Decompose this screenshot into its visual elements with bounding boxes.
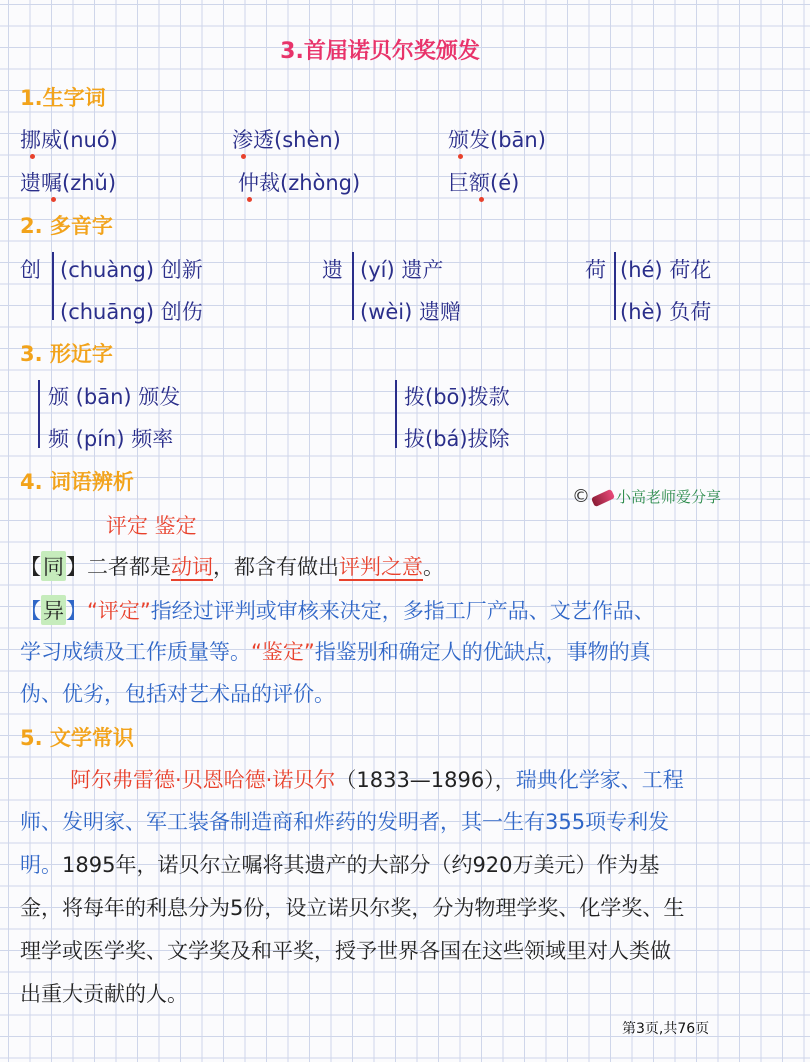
similar-char-row: 拨(bō)拨款 <box>404 385 510 409</box>
vocab-item: 仲裁(zhòng) <box>238 171 361 195</box>
highlight-term: “鉴定” <box>251 640 315 664</box>
emphasis-dot <box>241 154 246 159</box>
polyphonic-reading: (chuàng) 创新 <box>60 258 203 282</box>
polyphonic-char: 创 <box>20 258 41 282</box>
text-span: 二者都是 <box>87 555 171 579</box>
page-title: 3.首届诺贝尔奖颁发 <box>280 39 480 64</box>
polyphonic-reading: (wèi) 遗赠 <box>360 300 461 324</box>
vocab-item: 遗嘱(zhǔ) <box>20 171 117 195</box>
brace <box>38 380 40 448</box>
text-span: 瑞典化学家、工程 <box>515 768 684 792</box>
similar-char-row: 颁 (bān) 颁发 <box>48 385 181 409</box>
brace <box>352 252 354 320</box>
diff-line-2 <box>20 636 651 666</box>
diff-line-3: 伪、优劣，包括对艺术品的评价。 <box>20 682 335 706</box>
vocab-item: 渗透(shèn) <box>232 128 341 152</box>
lit-line-6: 出重大贡献的人。 <box>20 982 188 1006</box>
pen-icon <box>591 488 615 506</box>
word-pair: 评定 鉴定 <box>106 514 197 538</box>
polyphonic-reading: (hé) 荷花 <box>620 258 712 282</box>
lit-line-4: 金，将每年的利息分为5份，设立诺贝尔奖，分为物理学奖、化学奖、生 <box>20 896 685 920</box>
similar-char-row: 频 (pín) 频率 <box>48 427 174 451</box>
text-span: 学习成绩及工作质量等。 <box>20 640 251 664</box>
emphasis-dot <box>479 197 484 202</box>
page-number: 第3页,共76页 <box>622 1021 710 1037</box>
lit-line-1 <box>70 764 684 794</box>
text-span: ，都含有做出 <box>213 555 339 579</box>
similar-char-row: 拔(bá)拔除 <box>404 427 510 451</box>
text-span: 指鉴别和确定人的优缺点，事物的真 <box>314 640 651 664</box>
text-span: 1895年，诺贝尔立嘱将其遗产的大部分（约920万美元）作为基 <box>62 853 660 877</box>
diff-tag: 异 <box>41 595 66 625</box>
section-heading-literature: 5. 文学常识 <box>20 726 134 750</box>
highlight-term: 动词 <box>171 555 213 579</box>
copyright-icon: © <box>572 486 590 507</box>
polyphonic-char: 荷 <box>585 258 606 282</box>
lit-line-5: 理学或医学奖、文学奖及和平奖，授予世界各国在这些领域里对人类做 <box>20 939 671 963</box>
lit-line-3 <box>20 849 660 879</box>
lit-line-2: 师、发明家、军工装备制造商和炸药的发明者，其一生有355项专利发 <box>20 810 670 834</box>
brace <box>614 252 616 320</box>
vocab-item: 巨额(é) <box>448 171 520 195</box>
vocab-item: 颁发(bān) <box>448 128 546 152</box>
emphasis-dot <box>247 197 252 202</box>
section-heading-similar: 3. 形近字 <box>20 342 113 366</box>
highlight-term: 评判之意 <box>339 555 423 579</box>
section-heading-vocab: 1.生字词 <box>20 86 106 110</box>
text-span: （1833—1896）， <box>335 768 516 792</box>
section-heading-polyphonic: 2. 多音字 <box>20 214 113 238</box>
brace <box>52 252 54 320</box>
vocab-item: 挪威(nuó) <box>20 128 118 152</box>
polyphonic-reading: (yí) 遗产 <box>360 258 444 282</box>
same-line: 【同】二者都是动词，都含有做出评判之意。 <box>20 551 444 581</box>
emphasis-dot <box>458 154 463 159</box>
diff-line-1: 【异】“评定”指经过评判或审核来决定，多指工厂产品、文艺作品、 <box>20 595 655 625</box>
person-name: 阿尔弗雷德·贝恩哈德·诺贝尔 <box>70 768 336 792</box>
brace <box>395 380 397 448</box>
highlight-term: “评定” <box>87 599 151 623</box>
emphasis-dot <box>30 154 35 159</box>
emphasis-dot <box>51 197 56 202</box>
watermark-text: 小高老师爱分享 <box>616 488 722 506</box>
watermark <box>572 486 721 507</box>
same-tag: 同 <box>41 551 66 581</box>
text-span: 明。 <box>20 853 62 877</box>
text-span: 。 <box>423 555 444 579</box>
polyphonic-reading: (hè) 负荷 <box>620 300 712 324</box>
polyphonic-char: 遗 <box>322 258 343 282</box>
section-heading-word-analysis: 4. 词语辨析 <box>20 470 134 494</box>
polyphonic-reading: (chuāng) 创伤 <box>60 300 203 324</box>
text-span: 指经过评判或审核来决定，多指工厂产品、文艺作品、 <box>150 599 655 623</box>
